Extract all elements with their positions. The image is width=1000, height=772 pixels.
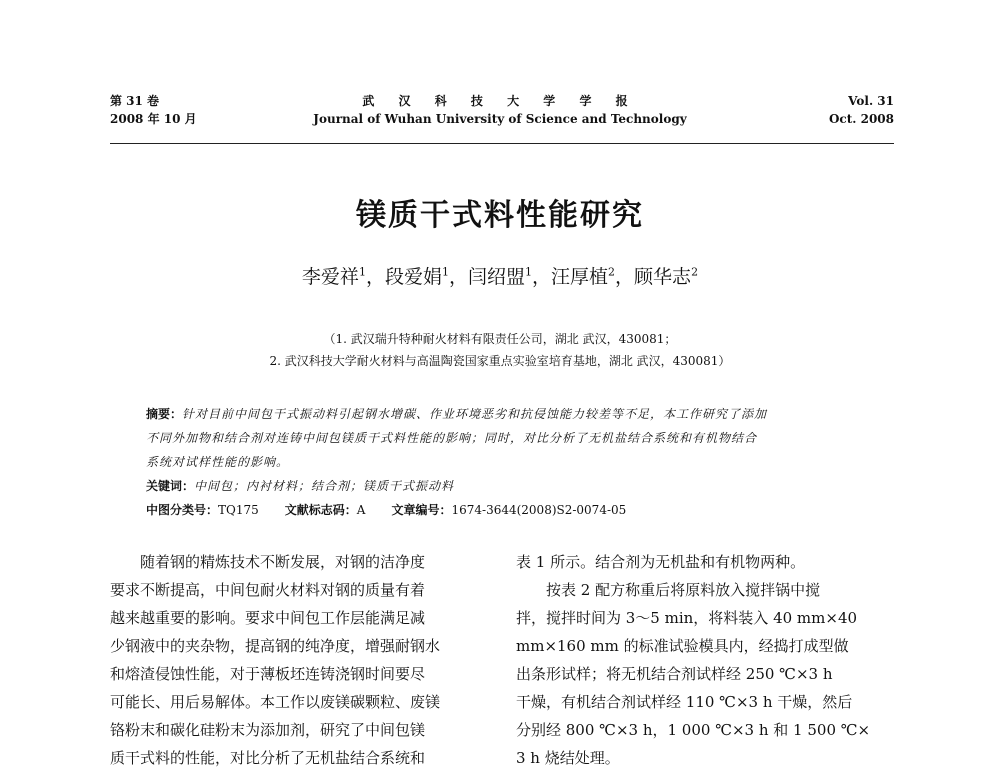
- date-en: Oct. 2008: [828, 112, 894, 126]
- author-affil-mark: 1: [358, 265, 366, 279]
- author-affil-mark: 1: [441, 265, 449, 279]
- body-line: 分别经 800 ℃×3 h，1 000 ℃×3 h 和 1 500 ℃×: [516, 721, 871, 739]
- abstract-line: [146, 402, 858, 426]
- author-separator: ，: [365, 266, 385, 288]
- abstract-block: [146, 402, 858, 522]
- body-line: 干燥，有机结合剂试样经 110 ℃×3 h 干燥，然后: [516, 693, 853, 711]
- author-name: 顾华志: [634, 266, 692, 288]
- classification-line: [146, 498, 858, 522]
- body-line: 表 1 所示。结合剂为无机盐和有机物两种。: [516, 553, 806, 571]
- author-separator: ，: [448, 266, 468, 288]
- running-header-center: [300, 92, 700, 128]
- author-affil-mark: 2: [608, 265, 616, 279]
- body-column-left: [110, 548, 488, 772]
- abstract-line: 系统对试样性能的影响。: [146, 455, 290, 469]
- body-line: 出条形试样；将无机结合剂试样经 250 ℃×3 h: [516, 665, 833, 683]
- body-line: 拌，搅拌时间为 3～5 min，将料装入 40 mm×40: [516, 609, 858, 627]
- date-cn: 2008 年 10 月: [110, 112, 197, 126]
- author-affil-mark: 2: [691, 265, 699, 279]
- keywords-line: [146, 474, 858, 498]
- body-line: 要求不断提高，中间包耐火材料对钢的质量有着: [110, 581, 426, 599]
- body-line: 按表 2 配方称重后将原料放入搅拌锅中搅: [546, 581, 821, 599]
- volume-cn: 第 31 卷: [110, 94, 160, 108]
- author-separator: ，: [615, 266, 635, 288]
- keywords-label: 关键词：: [146, 479, 195, 493]
- article-no-value: 1674-3644(2008)S2-0074-05: [451, 503, 627, 517]
- body-line: 铬粉末和碳化硅粉末为添加剂，研究了中间包镁: [110, 721, 426, 739]
- abstract-label: 摘要：: [146, 407, 183, 421]
- author-name: 汪厚植: [551, 266, 609, 288]
- body-line: 随着钢的精炼技术不断发展，对钢的洁净度: [140, 553, 426, 571]
- volume-en: Vol. 31: [848, 94, 894, 108]
- body-line: 质干式料的性能，对比分析了无机盐结合系统和: [110, 749, 426, 767]
- author-affil-mark: 1: [525, 265, 532, 279]
- affiliations: [0, 328, 1000, 372]
- doc-code-value: A: [356, 503, 366, 517]
- body-line: 越来越重要的影响。要求中间包工作层能满足减: [110, 609, 426, 627]
- body-column-right: [516, 548, 894, 772]
- journal-name-cn: 武 汉 科 技 大 学 学 报: [362, 94, 638, 108]
- body-line: 3 h 烧结处理。: [516, 749, 620, 767]
- affiliation-line: （1. 武汉瑞升特种耐火材料有限责任公司，湖北 武汉，430081；: [323, 332, 677, 346]
- abstract-text: 针对目前中间包干式振动料引起钢水增碳、作业环境恶劣和抗侵蚀能力较差等不足，本工作研究了添加: [182, 407, 768, 421]
- author-list: [0, 262, 1000, 289]
- affiliation-line: 2. 武汉科技大学耐火材料与高温陶瓷国家重点实验室培育基地，湖北 武汉，430081）: [269, 354, 731, 368]
- paper-title: 镁质干式料性能研究: [356, 198, 644, 233]
- body-line: mm×160 mm 的标准试验模具内，经捣打成型做: [516, 637, 849, 655]
- article-no-label: 文章编号：: [391, 503, 452, 517]
- author-name: 段爱娟: [384, 266, 442, 288]
- author-name: 李爱祥: [301, 266, 359, 288]
- journal-name-en: Journal of Wuhan University of Science and Technology: [313, 112, 687, 126]
- doc-code-label: 文献标志码：: [284, 503, 357, 517]
- clc-label: 中图分类号：: [146, 503, 219, 517]
- abstract-line: 不同外加物和结合剂对连铸中间包镁质干式料性能的影响；同时，对比分析了无机盐结合系统和有机物结合: [146, 431, 758, 445]
- body-line: 和熔渣侵蚀性能，对于薄板坯连铸浇钢时间要尽: [110, 665, 426, 683]
- body-line: 少钢液中的夹杂物，提高钢的纯净度，增强耐钢水: [110, 637, 441, 655]
- running-header-right: [829, 92, 894, 128]
- header-rule: [110, 143, 894, 144]
- author-name: 闫绍盟: [467, 266, 525, 288]
- running-header-left: [110, 92, 197, 128]
- author-separator: ，: [532, 266, 552, 288]
- body-line: 可能长、用后易解体。本工作以废镁碳颗粒、废镁: [110, 693, 441, 711]
- keywords-text: 中间包；内衬材料；结合剂；镁质干式振动料: [194, 479, 455, 493]
- clc-value: TQ175: [218, 503, 259, 517]
